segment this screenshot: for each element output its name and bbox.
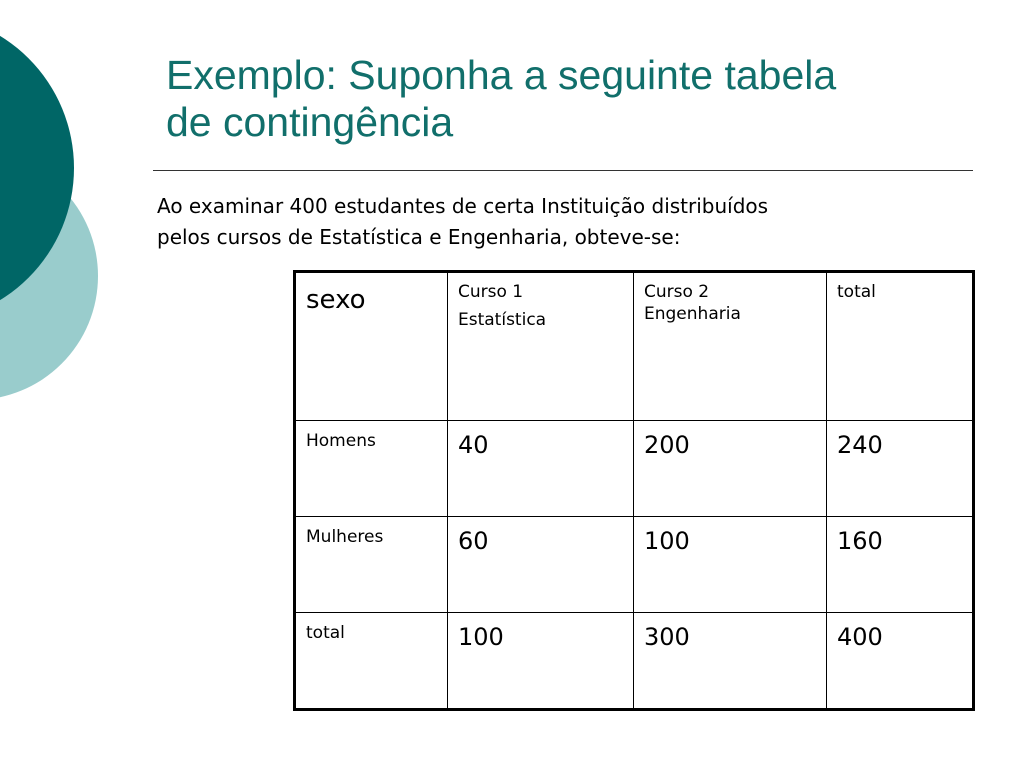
header-curso-1-line-1: Curso 1	[458, 282, 524, 302]
header-sexo: sexo	[306, 285, 366, 315]
cell-value: 240	[837, 431, 883, 459]
cell-value: 40	[458, 431, 489, 459]
contingency-table	[293, 270, 975, 711]
intro-line-1: Ao examinar 400 estudantes de certa Instituição distribuídos	[157, 194, 769, 218]
cell-value: 200	[644, 431, 690, 459]
header-curso-1-line-2: Estatística	[458, 310, 547, 330]
header-curso-2-line-2: Engenharia	[644, 304, 741, 324]
cell-value: 400	[837, 623, 883, 651]
row-label: Homens	[306, 431, 376, 451]
intro-text	[157, 191, 987, 253]
header-cell-curso-2	[634, 272, 827, 421]
table-cell	[827, 421, 974, 517]
row-label-cell	[295, 517, 448, 613]
header-cell-corner	[295, 272, 448, 421]
header-curso-2-line-1: Curso 2	[644, 282, 710, 302]
header-total: total	[837, 282, 876, 302]
cell-value: 300	[644, 623, 690, 651]
slide-title	[166, 52, 966, 146]
table-cell	[634, 421, 827, 517]
row-label-cell	[295, 421, 448, 517]
row-label-cell	[295, 613, 448, 710]
title-line-1: Exemplo: Suponha a seguinte tabela	[166, 52, 837, 98]
table-cell	[448, 613, 634, 710]
table-cell	[634, 517, 827, 613]
header-cell-curso-1	[448, 272, 634, 421]
title-line-2: de contingência	[166, 99, 454, 145]
table-cell	[827, 517, 974, 613]
table-cell	[448, 421, 634, 517]
table-header-row	[295, 272, 974, 421]
intro-line-2: pelos cursos de Estatística e Engenharia, obteve-se:	[157, 225, 681, 249]
table-row	[295, 421, 974, 517]
cell-value: 160	[837, 527, 883, 555]
row-label: total	[306, 623, 345, 643]
table-cell	[827, 613, 974, 710]
row-label: Mulheres	[306, 527, 384, 547]
cell-value: 100	[458, 623, 504, 651]
title-divider	[153, 170, 973, 171]
table-cell	[634, 613, 827, 710]
table-row	[295, 613, 974, 710]
cell-value: 100	[644, 527, 690, 555]
table-row	[295, 517, 974, 613]
header-cell-total	[827, 272, 974, 421]
table-cell	[448, 517, 634, 613]
cell-value: 60	[458, 527, 489, 555]
